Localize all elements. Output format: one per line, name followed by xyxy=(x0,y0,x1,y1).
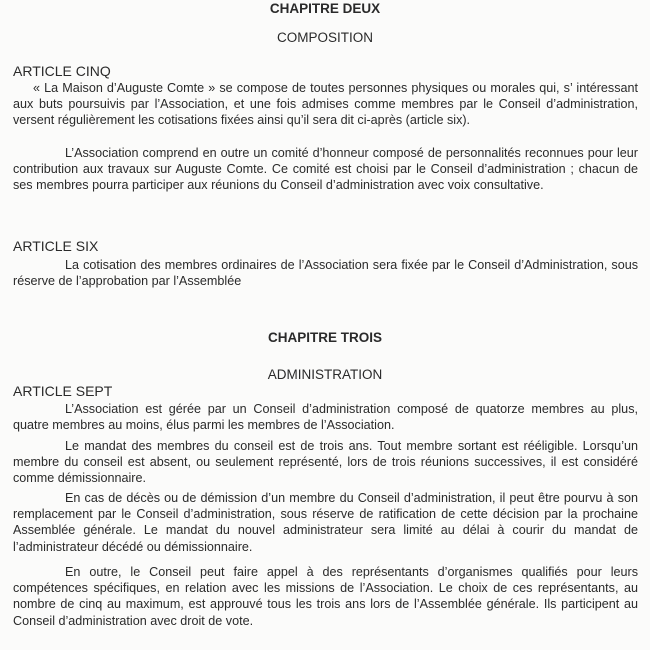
article-sept-heading: ARTICLE SEPT xyxy=(13,383,113,399)
article-sept-paragraph-2: Le mandat des membres du conseil est de trois ans. Tout membre sortant est rééligible. Lorsqu’un membre du conseil est absent, ou seulement représenté, lors de trois réunions successives, il est considéré comme démissionnaire. xyxy=(13,439,638,486)
article-sept-paragraph-4: En outre, le Conseil peut faire appel à des représentants d’organismes qualifiés pour leurs compétences spécifiques, en relation avec les missions de l’Association. Le choix de ces représentants, au nombre de cinq au maximum, est approuvé tous les trois ans lors de l’Assemblée générale. Ils participent au Conseil d’administration avec droit de vote. xyxy=(13,565,638,628)
article-sept-paragraph-1: L’Association est gérée par un Conseil d’administration composé de quatorze membres au plus, quatre membres au moins, élus parmi les membres de l’Association. xyxy=(13,402,638,433)
chapter-two-title: CHAPITRE DEUX xyxy=(269,1,381,16)
article-sept-paragraph-3: En cas de décès ou de démission d’un membre du Conseil d’administration, il peut être pourvu à son remplacement par le Conseil d’administration, sous réserve de ratification de cette décision par la prochaine Assemblée générale. Le mandat du nouvel administrateur sera limité au délai à courir du mandat de l’administrateur décédé ou démissionnaire. xyxy=(13,491,638,554)
chapter-three-subtitle: ADMINISTRATION xyxy=(267,367,383,382)
chapter-three-title: CHAPITRE TROIS xyxy=(267,330,382,345)
article-cinq-paragraph-2: L’Association comprend en outre un comité d’honneur composé de personnalités reconnues pour leur contribution aux travaux sur Auguste Comte. Ce comité est choisi par le Conseil d’administration ; chacun de ses membres pourra participer aux réunions du Conseil d’administration avec voix consultative. xyxy=(13,146,638,193)
chapter-two-subtitle: COMPOSITION xyxy=(276,30,373,45)
article-six-heading: ARTICLE SIX xyxy=(13,238,99,254)
article-six-paragraph-1: La cotisation des membres ordinaires de l’Association sera fixée par le Conseil d’Administration, sous réserve de l’approbation par l’Assemblée xyxy=(13,258,638,289)
article-cinq-heading: ARTICLE CINQ xyxy=(13,63,111,79)
article-cinq-paragraph-1: « La Maison d’Auguste Comte » se compose de toutes personnes physiques ou morales qui, s’ intéressant aux buts poursuivis par l’Association, et une fois admises comme membres par le Conseil d’administration, versent régulièrement les cotisations fixées ainsi qu’il sera dit ci-après (article six). xyxy=(13,81,638,128)
